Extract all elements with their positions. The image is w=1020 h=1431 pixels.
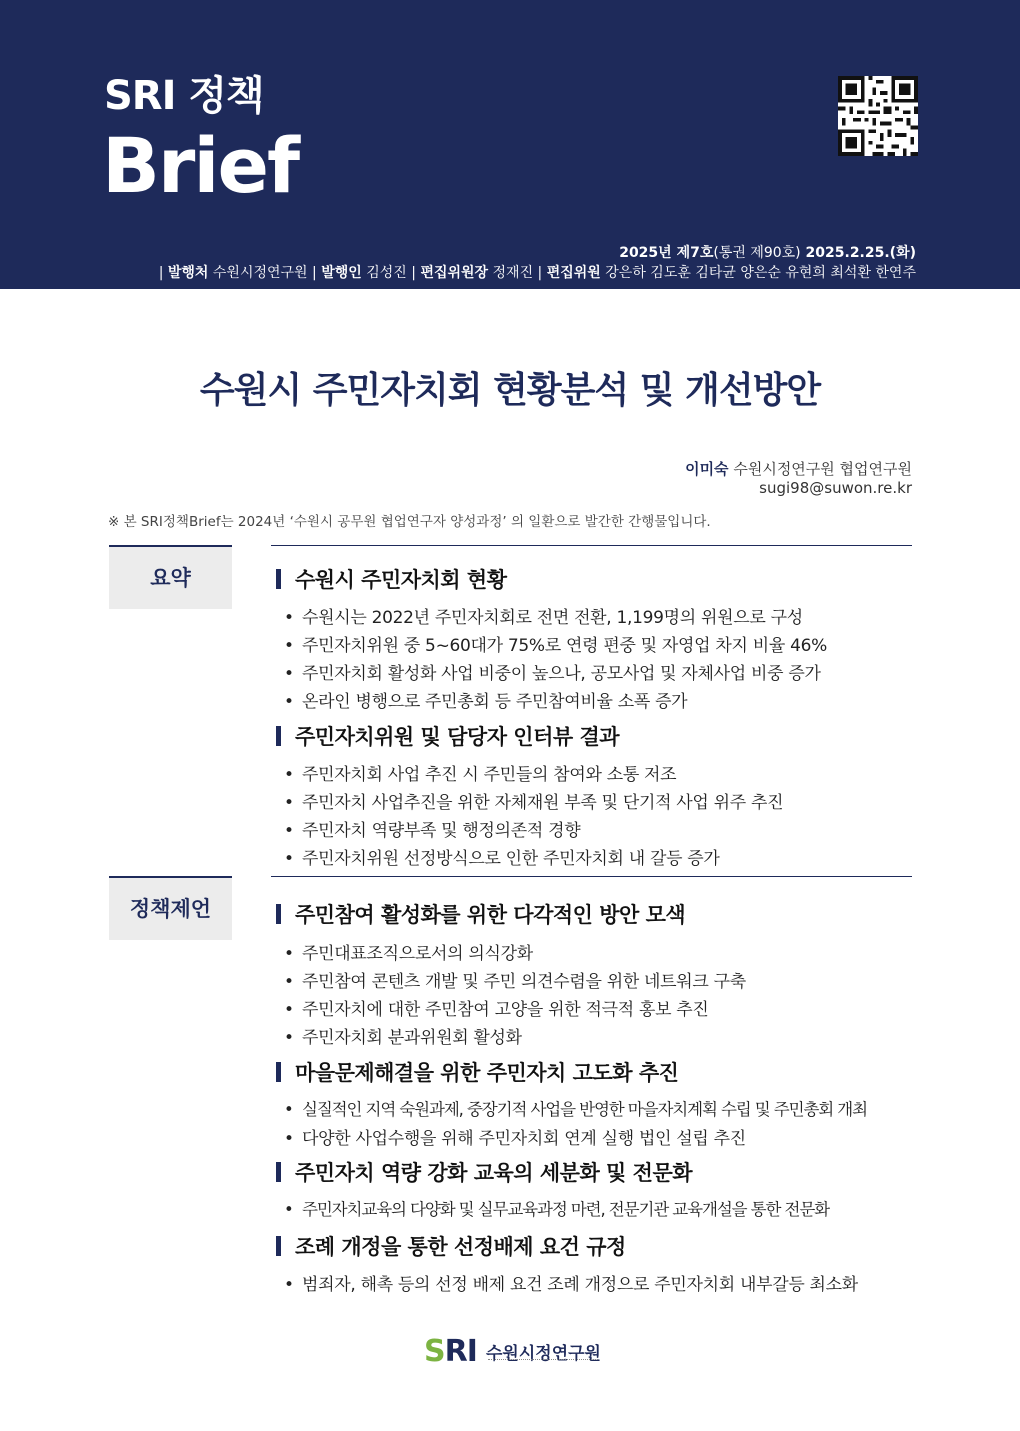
list-item: • 온라인 병행으로 주민총회 등 주민참여비율 소폭 증가 bbox=[284, 692, 688, 712]
heading-bar bbox=[276, 1236, 281, 1256]
heading-bar bbox=[276, 1062, 281, 1082]
list-item: • 실질적인 지역 숙원과제, 중장기적 사업을 반영한 마을자치계획 수립 및 주민총회 개최 bbox=[284, 1100, 867, 1119]
heading-bar bbox=[276, 904, 281, 924]
sri-logo-icon bbox=[424, 1334, 477, 1369]
staff-name: 김성진 bbox=[366, 265, 407, 281]
list-item-text: 수원시는 2022년 주민자치회로 전면 전환, 1,199명의 위원으로 구성 bbox=[302, 608, 803, 628]
staff-role: 발행처 bbox=[167, 265, 209, 281]
list-item-text: 다양한 사업수행을 위해 주민자치회 연계 실행 법인 설립 추진 bbox=[302, 1129, 746, 1149]
list-item: • 주민자치회 사업 추진 시 주민들의 참여와 소통 저조 bbox=[284, 765, 677, 785]
page-title: 수원시 주민자치회 현황분석 및 개선방안 bbox=[199, 370, 821, 411]
section-heading bbox=[276, 1057, 678, 1087]
list-item-text: 실질적인 지역 숙원과제, 중장기적 사업을 반영한 마을자치계획 수립 및 주민총회 개최 bbox=[302, 1100, 867, 1119]
heading-text: 주민자치위원 및 담당자 인터뷰 결과 bbox=[295, 725, 620, 749]
list-item: • 주민자치회 활성화 사업 비중이 높으나, 공모사업 및 자체사업 비중 증가 bbox=[284, 664, 821, 684]
header-banner bbox=[0, 0, 1020, 289]
section-divider bbox=[271, 876, 912, 877]
list-item-text: 주민자치회 사업 추진 시 주민들의 참여와 소통 저조 bbox=[302, 765, 677, 785]
list-item-text: 주민자치교육의 다양화 및 실무교육과정 마련, 전문기관 교육개설을 통한 전문화 bbox=[302, 1200, 829, 1219]
heading-text: 조례 개정을 통한 선정배제 요건 규정 bbox=[295, 1235, 626, 1259]
publication-note: ※ 본 SRI정책Brief는 2024년 ‘수원시 공무원 협업연구자 양성과정’ 의 일환으로 발간한 간행물입니다. bbox=[108, 514, 711, 530]
list-item-text: 주민대표조직으로서의 의식강화 bbox=[302, 944, 533, 964]
list-item-text: 주민자치회 활성화 사업 비중이 높으나, 공모사업 및 자체사업 비중 증가 bbox=[302, 664, 821, 684]
footer-org-name: 수원시정연구원 bbox=[486, 1344, 601, 1364]
list-item-text: 주민자치에 대한 주민참여 고양을 위한 적극적 홍보 추진 bbox=[302, 1000, 709, 1020]
section-heading bbox=[276, 564, 506, 594]
section-heading bbox=[276, 1231, 626, 1261]
staff-name: 수원시정연구원 bbox=[212, 265, 308, 281]
list-item: • 주민자치위원 선정방식으로 인한 주민자치회 내 갈등 증가 bbox=[284, 849, 720, 869]
list-item-text: 온라인 병행으로 주민총회 등 주민참여비율 소폭 증가 bbox=[302, 692, 688, 712]
staff-role: 발행인 bbox=[321, 265, 362, 281]
list-item: • 주민자치교육의 다양화 및 실무교육과정 마련, 전문기관 교육개설을 통한 전문화 bbox=[284, 1200, 829, 1219]
list-item: • 주민자치위원 중 5~60대가 75%로 연령 편중 및 자영업 차지 비율 46% bbox=[284, 636, 827, 656]
policy-label: 정책제언 bbox=[109, 876, 232, 940]
list-item: • 다양한 사업수행을 위해 주민자치회 연계 실행 법인 설립 추진 bbox=[284, 1129, 746, 1149]
issue-date: 2025.2.25.(화) bbox=[800, 245, 916, 261]
list-item: • 수원시는 2022년 주민자치회로 전면 전환, 1,199명의 위원으로 구성 bbox=[284, 608, 803, 628]
list-item-text: 주민자치 사업추진을 위한 자체재원 부족 및 단기적 사업 위주 추진 bbox=[302, 793, 784, 813]
list-item-text: 주민자치위원 중 5~60대가 75%로 연령 편중 및 자영업 차지 비율 46% bbox=[302, 636, 827, 656]
brand-title-bottom: Brief bbox=[102, 121, 299, 210]
issue-number: 2025년 제7호 bbox=[619, 245, 714, 261]
issue-info bbox=[619, 242, 916, 262]
footer-subtitle-line bbox=[488, 1359, 598, 1363]
staff-name: 정재진 bbox=[492, 265, 534, 281]
list-item-text: 주민자치위원 선정방식으로 인한 주민자치회 내 갈등 증가 bbox=[302, 849, 720, 869]
staff-info: | 발행처 수원시정연구원 | 발행인 김성진 | 편집위원장 정재진 | 편집위원 강은하 김도훈 김타균 양은순 유현희 최석환 한연주 bbox=[158, 265, 916, 281]
staff-role: 편집위원 bbox=[546, 265, 601, 281]
heading-text: 마을문제해결을 위한 주민자치 고도화 추진 bbox=[295, 1061, 679, 1085]
section-heading bbox=[276, 899, 685, 929]
list-item-text: 주민자치 역량부족 및 행정의존적 경향 bbox=[302, 821, 581, 841]
list-item: • 주민자치에 대한 주민참여 고양을 위한 적극적 홍보 추진 bbox=[284, 1000, 709, 1020]
staff-name: 강은하 김도훈 김타균 양은순 유현희 최석환 한연주 bbox=[605, 265, 916, 281]
list-item: • 주민자치 사업추진을 위한 자체재원 부족 및 단기적 사업 위주 추진 bbox=[284, 793, 784, 813]
list-item-text: 주민자치회 분과위원회 활성화 bbox=[302, 1028, 522, 1048]
logo-letter-s: S bbox=[424, 1334, 445, 1369]
issue-volume: (통권 제90호) bbox=[713, 245, 801, 261]
author-email[interactable]: sugi98@suwon.re.kr bbox=[759, 479, 912, 497]
list-item-text: 주민참여 콘텐츠 개발 및 주민 의견수렴을 위한 네트워크 구축 bbox=[302, 972, 746, 992]
list-item: • 주민대표조직으로서의 의식강화 bbox=[284, 944, 533, 964]
qr-code-icon[interactable] bbox=[838, 76, 918, 156]
list-item: • 주민자치회 분과위원회 활성화 bbox=[284, 1028, 522, 1048]
staff-role: 편집위원장 bbox=[420, 265, 489, 281]
summary-label: 요약 bbox=[109, 545, 232, 609]
section-heading bbox=[276, 1157, 692, 1187]
logo-letters-ri: RI bbox=[444, 1334, 477, 1369]
author-name: 이미숙 bbox=[685, 460, 729, 478]
list-item: • 주민참여 콘텐츠 개발 및 주민 의견수렴을 위한 네트워크 구축 bbox=[284, 972, 746, 992]
heading-bar bbox=[276, 726, 281, 746]
heading-text: 주민참여 활성화를 위한 다각적인 방안 모색 bbox=[295, 903, 686, 927]
heading-bar bbox=[276, 1162, 281, 1182]
list-item: • 범죄자, 해촉 등의 선정 배제 요건 조례 개정으로 주민자치회 내부갈등 최소화 bbox=[284, 1275, 858, 1295]
section-divider bbox=[271, 545, 912, 546]
heading-text: 수원시 주민자치회 현황 bbox=[295, 568, 507, 592]
author-line bbox=[685, 458, 912, 479]
section-heading bbox=[276, 721, 619, 751]
heading-text: 주민자치 역량 강화 교육의 세분화 및 전문화 bbox=[295, 1161, 693, 1185]
brand-title-top: SRI 정책 bbox=[104, 73, 264, 119]
list-item-text: 범죄자, 해촉 등의 선정 배제 요건 조례 개정으로 주민자치회 내부갈등 최소화 bbox=[302, 1275, 858, 1295]
author-affiliation: 수원시정연구원 협업연구원 bbox=[733, 460, 912, 478]
heading-bar bbox=[276, 569, 281, 589]
list-item: • 주민자치 역량부족 및 행정의존적 경향 bbox=[284, 821, 581, 841]
